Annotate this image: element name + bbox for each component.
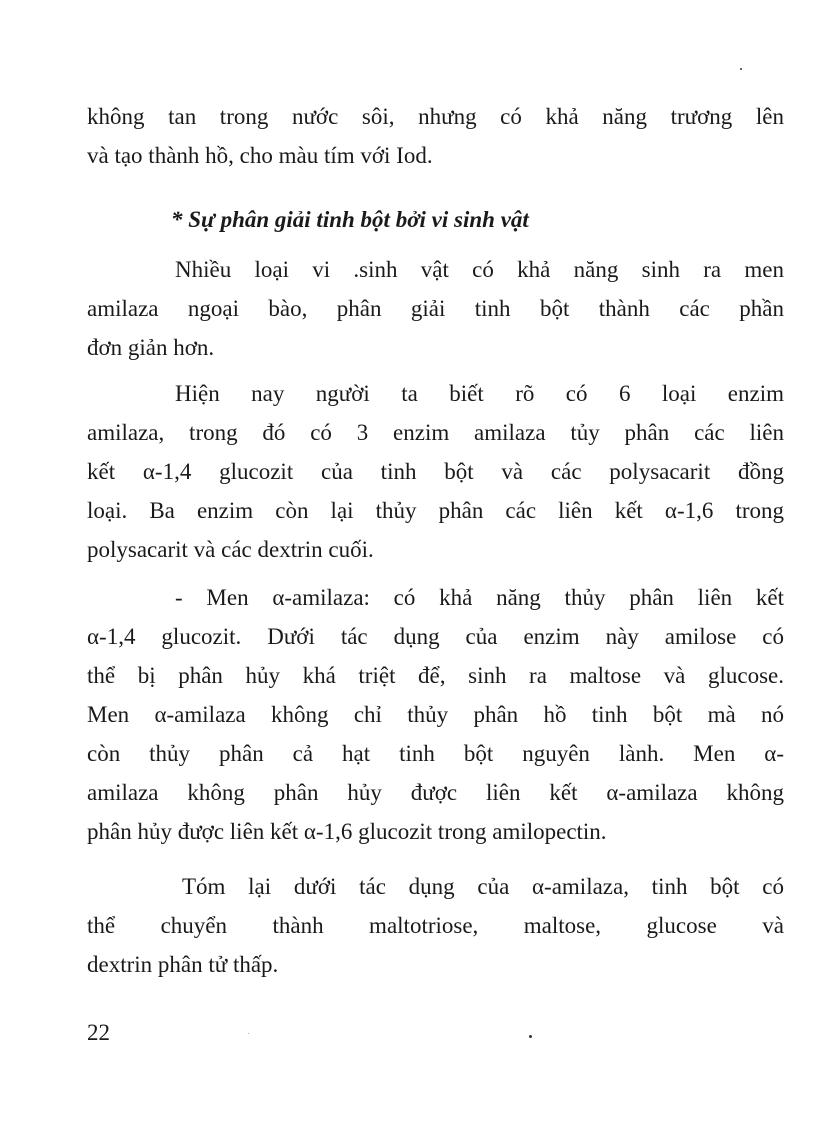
paragraph-summary [87,867,784,984]
text-line: và tạo thành hồ, cho màu tím với Iod. [87,143,433,168]
section-heading: * Sự phân giải tinh bột bởi vi sinh vật [171,207,529,232]
text-line: Men α-amilaza không chỉ thủy phân hồ tinh bột mà nó [87,702,784,727]
paragraph-microbes [87,250,784,367]
text-line: amilaza ngoại bào, phân giải tinh bột thành các phần [87,296,784,321]
paragraph-alpha-amylase [87,578,784,851]
text-line: amilaza, trong đó có 3 enzim amilaza tủy phân các liên [87,420,784,445]
paragraph-enzymes [87,374,784,569]
text-line: phân hủy được liên kết α-1,6 glucozit trong amilopectin. [87,819,607,844]
text-line: amilaza không phân hủy được liên kết α-amilaza không [87,780,784,805]
text-line: α-1,4 glucozit. Dưới tác dụng của enzim này amilose có [87,624,784,649]
text-line: còn thủy phân cả hạt tinh bột nguyên lành. Men α- [87,741,784,766]
text-line: thể chuyển thành maltotriose, maltose, glucose và [87,913,784,938]
text-line: đơn giản hơn. [87,335,215,360]
text-line: polysacarit và các dextrin cuối. [87,537,374,562]
text-line: Nhiều loại vi .sinh vật có khả năng sinh ra men [175,257,784,282]
text-line: - Men α-amilaza: có khả năng thủy phân liên kết [175,585,784,610]
text-line: Tóm lại dưới tác dụng của α-amilaza, tinh bột có [182,874,784,899]
scan-speck [740,68,742,70]
text-line: thể bị phân hủy khá triệt để, sinh ra maltose và glucose. [87,663,784,688]
page-number: 22 [87,1020,110,1045]
text-line: Hiện nay người ta biết rõ có 6 loại enzim [175,381,784,406]
text-line: loại. Ba enzim còn lại thủy phân các liên kết α-1,6 trong [87,498,784,523]
text-line: kết α-1,4 glucozit của tinh bột và các polysacarit đồng [87,459,784,484]
scan-speck [248,1033,249,1034]
scan-speck [529,1035,532,1038]
text-line: dextrin phân tử thấp. [87,952,279,977]
intro-paragraph [87,97,784,175]
text-line: không tan trong nước sôi, nhưng có khả năng trương lên [87,104,784,129]
